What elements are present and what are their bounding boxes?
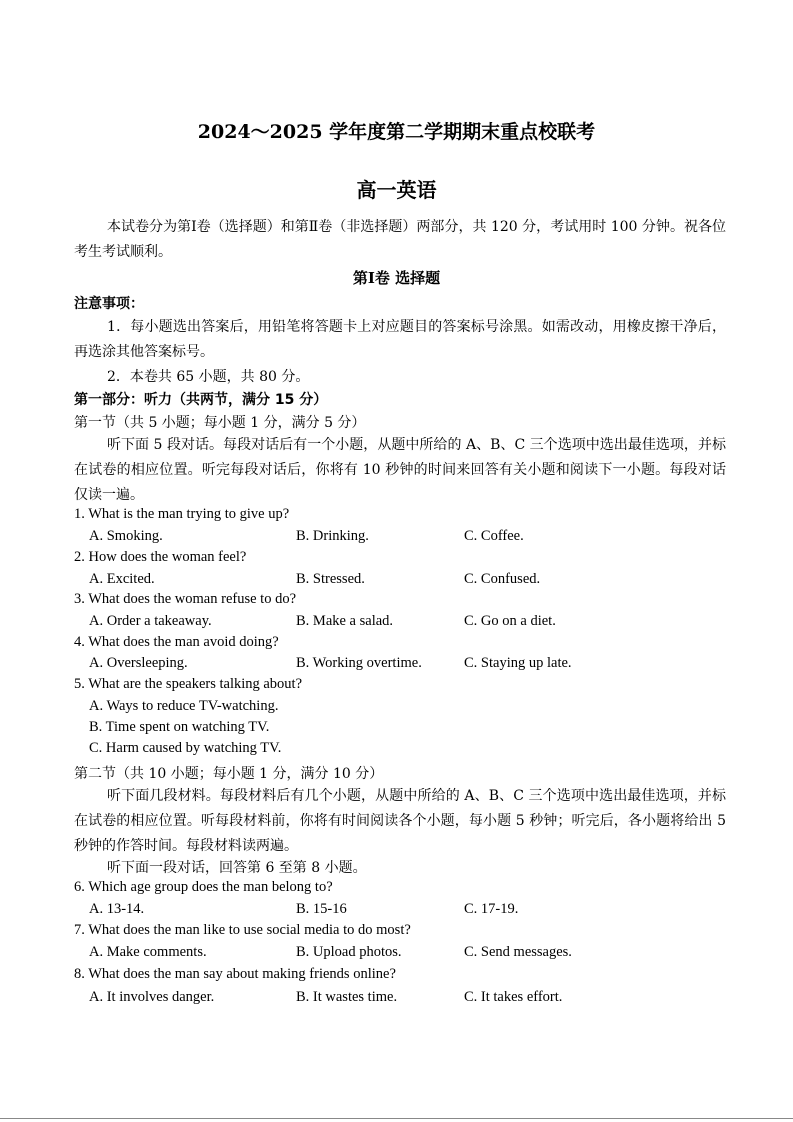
notes-heading: 注意事项： [74,296,144,312]
section2-instruction: 听下面几段材料。每段材料后有几个小题，从题中所给的 A、B、C 三个选项中选出最佳选项，并标在试卷的相应位置。听每段材料前，你将有时间阅读各个小题，每小题 5 秒钟；听完后，各小题将给出 5 秒钟的作答时间。每段材料读两遍。 [74,788,726,854]
notes-item-1: 1．每小题选出答案后，用铅笔将答题卡上对应题目的答案标号涂黑。如需改动，用橡皮擦干净后，再选涂其他答案标号。 [74,319,726,360]
section1-heading: 第一节（共 5 小题；每小题 1 分，满分 5 分） [74,415,366,431]
question-2-option-c: C. Confused. [464,571,541,587]
question-6-option-c: C. 17-19. [464,901,519,917]
question-2-option-b: B. Stressed. [296,571,365,587]
question-8-option-c: C. It takes effort. [464,989,563,1005]
question-2-stem: 2. How does the woman feel? [74,549,247,565]
question-5-option-c: C. Harm caused by watching TV. [89,740,282,756]
question-6-stem: 6. Which age group does the man belong to? [74,879,333,895]
question-7-stem: 7. What does the man like to use social media to do most? [74,922,411,938]
question-4-option-c: C. Staying up late. [464,655,572,671]
question-6-option-a: A. 13-14. [89,901,145,917]
question-5-option-a: A. Ways to reduce TV-watching. [89,698,279,714]
question-6-option-b: B. 15-16 [296,901,347,917]
question-4-option-b: B. Working overtime. [296,655,422,671]
notes-item-2: 2．本卷共 65 小题，共 80 分。 [107,369,310,385]
question-7-option-b: B. Upload photos. [296,944,402,960]
question-1-stem: 1. What is the man trying to give up? [74,506,290,522]
section1-instruction: 听下面 5 段对话。每段对话后有一个小题，从题中所给的 A、B、C 三个选项中选出最佳选项，并标在试卷的相应位置。听完每段对话后，你将有 10 秒钟的时间来回答有关小题和阅读下一小题。每段对话仅读一遍。 [74,437,726,503]
question-3-option-a: A. Order a takeaway. [89,613,212,629]
question-2-option-a: A. Excited. [89,571,155,587]
exam-subject: 高一英语 [356,178,437,202]
question-7-option-c: C. Send messages. [464,944,572,960]
section2-heading: 第二节（共 10 小题；每小题 1 分，满分 10 分） [74,766,384,782]
question-3-option-b: B. Make a salad. [296,613,394,629]
question-8-stem: 8. What does the man say about making friends online? [74,966,396,982]
question-5-stem: 5. What are the speakers talking about? [74,676,303,692]
question-8-option-b: B. It wastes time. [296,989,398,1005]
exam-title: 2024～2025 学年度第二学期期末重点校联考 [197,121,596,143]
question-3-stem: 3. What does the woman refuse to do? [74,591,297,607]
question-4-option-a: A. Oversleeping. [89,655,188,671]
volume1-title: 第Ⅰ卷 选择题 [352,269,441,287]
section2-subinstruction: 听下面一段对话，回答第 6 至第 8 小题。 [107,860,367,876]
question-3-option-c: C. Go on a diet. [464,613,556,629]
exam-intro: 本试卷分为第Ⅰ卷（选择题）和第Ⅱ卷（非选择题）两部分，共 120 分，考试用时 100 分钟。祝各位考生考试顺利。 [74,219,726,260]
question-5-option-b: B. Time spent on watching TV. [89,719,270,735]
question-1-option-a: A. Smoking. [89,528,163,544]
question-1-option-c: C. Coffee. [464,528,524,544]
question-4-stem: 4. What does the man avoid doing? [74,634,279,650]
question-1-option-b: B. Drinking. [296,528,369,544]
question-8-option-a: A. It involves danger. [89,989,215,1005]
page-bottom-rule [0,1118,793,1119]
part1-heading: 第一部分：听力（共两节，满分 15 分） [74,392,328,408]
question-7-option-a: A. Make comments. [89,944,207,960]
